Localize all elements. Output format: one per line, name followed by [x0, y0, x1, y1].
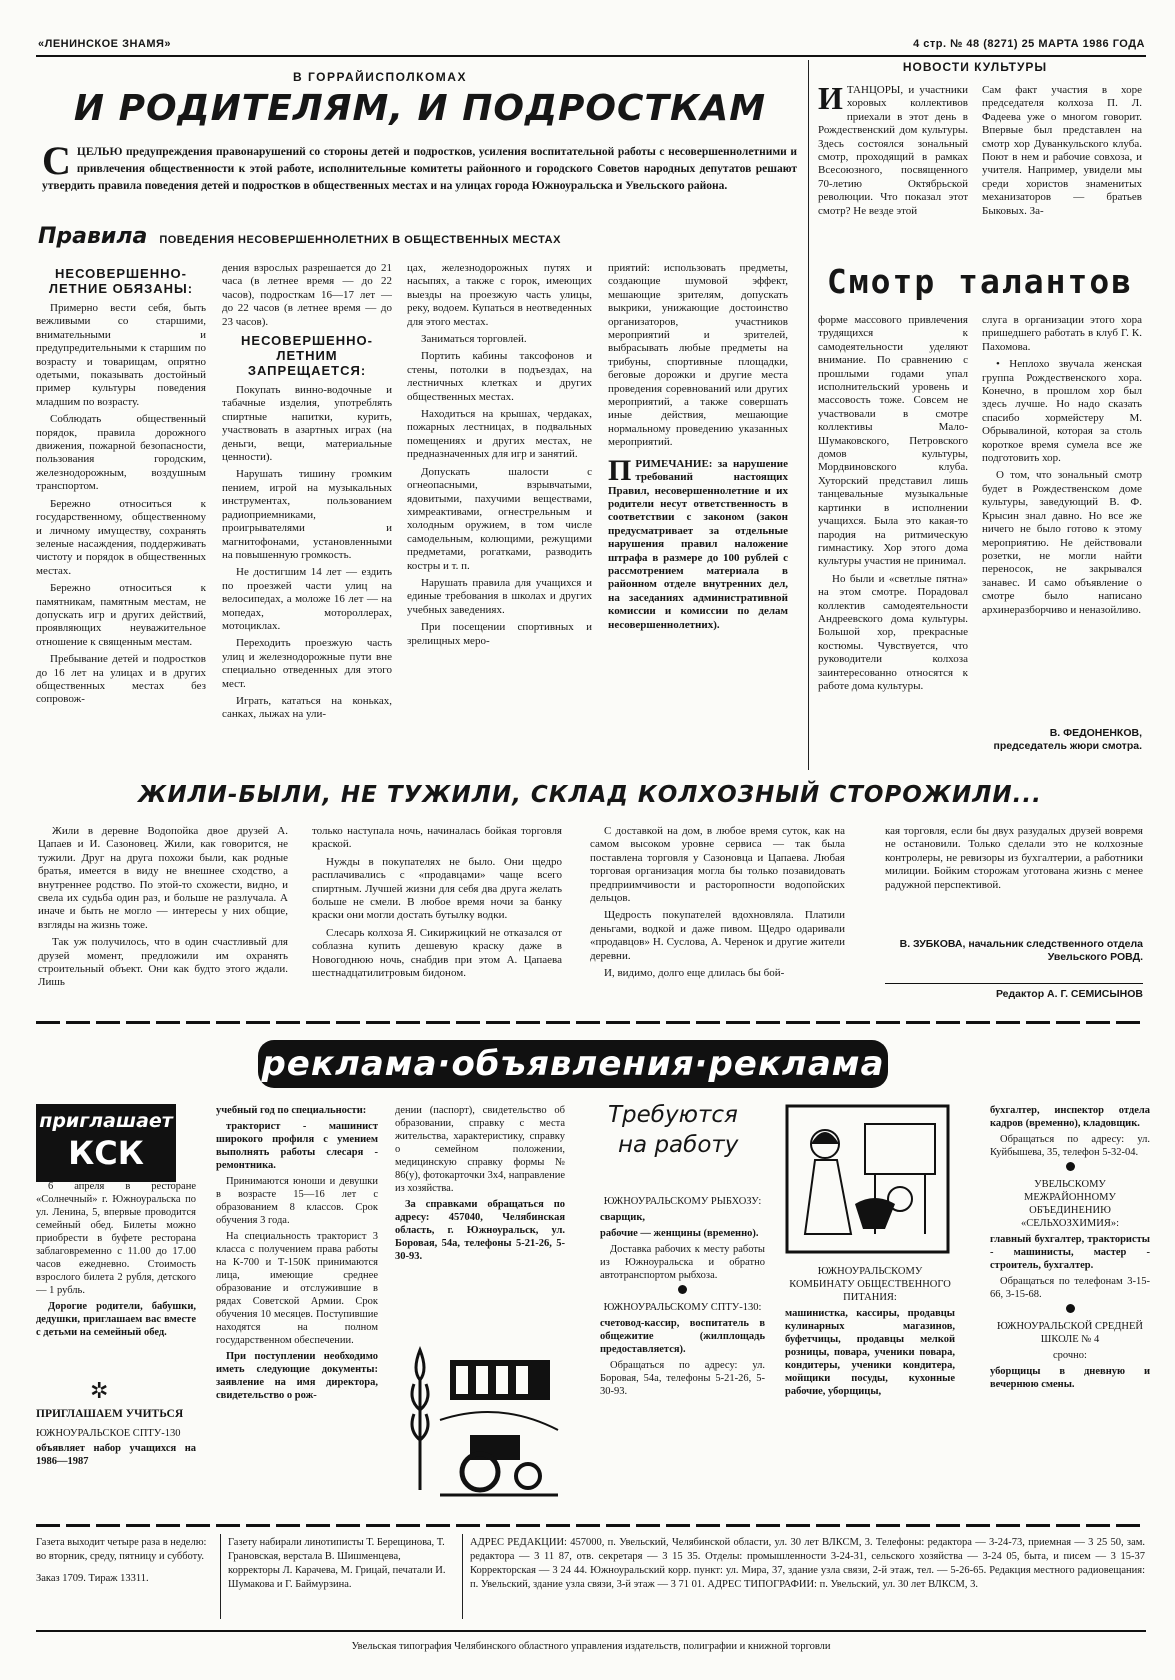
paragraph: только наступала ночь, начиналась бойкая торговля краской.: [312, 825, 562, 851]
paragraph: Дорогие родители, бабушки, дедушки, приглашаем вас вместе с детьми на семейный обед.: [36, 1301, 196, 1338]
ad2-title: ПРИГЛАШАЕМ УЧИТЬСЯ: [36, 1408, 184, 1420]
column-divider: [808, 60, 809, 770]
paragraph: Нарушать тишину громким пением, игрой на музыкальных инструментах, пользованием радиоприемниками, проигрывателями и магнитофонами, установленными на повышенную громкость.: [222, 468, 392, 561]
paragraph: Примерно вести себя, быть вежливыми со старшими, внимательными и предупредительными к старшим по возрасту и товарищам, опрятно одетыми, показывать достойный пример культуры поведения младшим по возрасту.: [36, 302, 206, 408]
ad-sptu-title: [36, 1408, 196, 1468]
vacancy: сварщик,: [600, 1212, 646, 1223]
paragraph: Нужды в покупателях не было. Они щедро расплачивались с «продавцами» чаще всего спиртным. Лучшей жизни для себя два друга желать больше не смели. В любое время ночи за банку краски они могли достать бутылку водки.: [312, 855, 562, 922]
paragraph: Обращаться по адресу: ул. Боровая, 54а, телефоны 5-21-26, 5-30-93.: [600, 1360, 765, 1397]
footer-bottom-rule: [36, 1630, 1146, 1632]
paragraph: Обращаться по адресу: ул. Куйбышева, 35, телефон 5-32-04.: [990, 1134, 1150, 1158]
paragraph: Щедрость покупателей вдохновляла. Платили деньгами, водкой и даже пивом. Щедро одаривали «продавцов» Н. Суслова, А. Черенок и другие жители деревни.: [590, 909, 845, 962]
footer-address: АДРЕС РЕДАКЦИИ: 457000, п. Увельский, Челябинской области, ул. 30 лет ВЛКСМ, 3. Телефоны: редактора — 3-24-73, приемная — 3 25 50, зам. редактора — 3 11 87, отв. секретаря — 3 15 35. Отделы: промышленности 3-24-31, сельского хозяйства — 3-24 05, быта, и писем — 3 15-37 Корректорская — 3 24 44. Южноуральский корр. пункт: ул. Мира, 37, здание узла связи, 2-й этаж, тел. — 5-26-65. Редакция местного радиовещания: п. Увельский, здание узла связи, 3-й этаж — 3 71 01. АДРЕС ТИПОГРАФИИ: п. Увельский, ул. 30 лет ВЛКСМ, 3.: [470, 1537, 1145, 1590]
article2-col-1: [38, 825, 288, 1010]
vacancy-list: машинистка, кассиры, продавцы кулинарных магазинов, буфетчицы, продавцы мелкой розницы, повара, ученики повара, кондитеры, ученики кондитера, мойщики посуды, кухонные рабочие, уборщицы,: [785, 1308, 955, 1397]
ad-sptu-col-2: [216, 1104, 378, 1509]
culture-col-1: [818, 314, 968, 764]
culture-top-col-1: [818, 84, 968, 254]
footer-divider: [462, 1534, 463, 1619]
rules-title: Правила: [38, 224, 148, 249]
employer: ЮЖНОУРАЛЬСКОМУ СПТУ-130:: [603, 1302, 762, 1313]
paragraph: слуга в организации этого хора пришедшего работать в клуб Г. К. Пахомова.: [982, 314, 1142, 353]
vacancy: рабочие — женщины (временно).: [600, 1228, 759, 1239]
paragraph: • Неплохо звучала женская группа Рождественского хора. Конечно, в прошлом хор был здесь лучше. Но надо сказать спасибо хормейстеру М. Обрывалиной, которая за столь короткое время сумела все же подготовить хор.: [982, 358, 1142, 465]
culture-col-2: [982, 314, 1142, 724]
paragraph: За справками обращаться по адресу: 457040, Челябинская область, г. Южноуральск, ул. Боровая, 54а, телефоны 5-21-26, 5-30-93.: [395, 1199, 565, 1262]
employer: УВЕЛЬСКОМУ МЕЖРАЙОННОМУ ОБЪЕДИНЕНИЮ «СЕЛЬХОЗХИМИЯ»:: [1020, 1179, 1120, 1229]
note-text: РИМЕЧАНИЕ: за нарушение требований настоящих Правил, несовершеннолетние и их родители несут ответственность в соответствии с законом (закон предусматривает за отдельные нарушения правил наложение штрафа в размере до 100 рублей с рассмотрением материала в районном отделе внутренних дел, на заседаниях административной комиссии и комиссии по делам несовершеннолетних).: [608, 457, 788, 631]
paragraph: Пребывание детей и подростков до 16 лет на улицах и в других общественных местах без сопровож-: [36, 653, 206, 706]
rules-column-3: [407, 262, 592, 772]
bullet-icon: [1066, 1162, 1075, 1171]
bullet-icon: [678, 1285, 687, 1294]
paragraph: Заниматься торговлей.: [421, 333, 527, 346]
snowflake-icon: ✲: [90, 1378, 109, 1403]
ad-sptu-col-3: [395, 1104, 565, 1334]
paragraph: дении (паспорт), свидетельство об образовании, справку с места жительства, характеристику, справку о семейном положении, медицинскую справку формы № 86(у), фотокарточки 3х4, направление из хозяйства.: [395, 1105, 565, 1194]
paragraph: Бережно относиться к государственному, общественному и личному имуществу, сохранять зеленые насаждения, поддерживать чистоту и порядок в общественных местах.: [36, 497, 206, 577]
culture-top-col-2: [982, 84, 1142, 254]
kombinat-column: [785, 1265, 955, 1515]
paragraph: тракторист - машинист широкого профиля с умением выполнять работы слесаря - ремонтника.: [216, 1121, 378, 1171]
article-lead: [42, 138, 797, 195]
paragraph: 6 апреля в ресторане «Солнечный» г. Южноуральска по ул. Ленина, 5, впервые проводится семейный обед. Билеты можно приобрести в буфете ресторана заблаговременно с 11.00 до 17.00 часов ежедневно. Стоимость взрослого билета 2 рубля, детского — 1 рубль.: [36, 1181, 196, 1296]
jobs-title: [608, 1100, 778, 1160]
paragraph: Не достигшим 14 лет — ездить по проезжей части улиц на велосипедах, а моложе 16 лет — на мопедах, мотороллерах, мотоциклах.: [222, 566, 392, 632]
paragraph: Доставка рабочих к месту работы из Южноуральска и обратно автотранспортом рыбхоза.: [600, 1244, 765, 1281]
paragraph: Покупать винно-водочные и табачные изделия, употреблять спиртные напитки, курить, участвовать в азартных играх (на деньги, вещи, материальные ценности).: [222, 384, 392, 464]
culture-section-title: НОВОСТИ КУЛЬТУРЫ: [902, 60, 1048, 74]
article2-col-4: [885, 825, 1143, 935]
paragraph: Обращаться по телефонам 3-15-66, 3-15-68.: [990, 1276, 1150, 1300]
bullet: [990, 1304, 1150, 1317]
paragraph: О том, что зональный смотр будет в Рождественском доме культуры, заведующий В. Ф. Крысин знал давно. Но все же ничего не было готово к этому мероприятию. Не действовали розетки, не могли найти переносок, не закрывался занавес. И само объявление о смотре было написано архинеразборчиво и неназойливо.: [982, 469, 1142, 616]
paragraph: На специальность тракторист 3 класса с получением права работы на К-700 и Т-150К принимаются лица, имеющие среднее образование и отслужившие в рядах Советской Армии. Срок обучения 10 месяцев. Поступившие находятся на полном государственном обеспечении.: [216, 1231, 378, 1346]
ksk-logo: [36, 1104, 176, 1182]
employer: ЮЖНОУРАЛЬСКОМУ КОМБИНАТУ ОБЩЕСТВЕННОГО ПИТАНИЯ:: [789, 1266, 951, 1303]
jobs-title-line-1: Требуются: [608, 1102, 738, 1128]
jobs-title-line-2: на работу: [618, 1132, 739, 1158]
culture-text: ТАНЦОРЫ, и участники хоровых коллективов приехали в этот день в Рождественский дом культуры. Здесь состоялся зональный смотр, проходящий в рамках Всесоюзного, посвященного 70-летию Октябрьской революции. Что показал этот смотр? Не везде этой: [818, 84, 968, 217]
vacancy: счетовод-кассир, воспитатель в общежитие (жилплощадь предоставляется).: [600, 1318, 765, 1355]
bullet: [600, 1285, 765, 1298]
employer: ЮЖНОУРАЛЬСКОМУ РЫБХОЗУ:: [603, 1196, 762, 1207]
paragraph: срочно:: [1053, 1350, 1087, 1361]
rules-heading: [38, 224, 798, 249]
paper-name: «ЛЕНИНСКОЕ ЗНАМЯ»: [38, 38, 172, 50]
rules-column-2: [222, 262, 392, 772]
ad-banner: реклама·объявления·реклама: [258, 1040, 888, 1088]
bullet: [990, 1162, 1150, 1175]
footer-divider: [220, 1534, 221, 1619]
paragraph: Допускать шалости с огнеопасными, взрывчатыми, ядовитыми, пахучими веществами, химреактивами, огнестрельным и холодным оружием, в том числе самодельным, колющими, режущими предметами, рогатками, разводить костры и т. п.: [407, 465, 592, 572]
paragraph: кая торговля, если бы двух разудалых друзей вовремя не остановили. Только сделали это не колхозные контролеры, не ревизоры из бухгалтерии, а работники милиции. Бойким сторожам уготована жизнь с менее радужной перспективой.: [885, 825, 1143, 891]
paragraph: Переходить проезжую часть улиц и железнодорожные пути вне специально отведенных для этого мест.: [222, 637, 392, 690]
article-headline: И РОДИТЕЛЯМ, И ПОДРОСТКАМ: [73, 88, 767, 129]
paragraph: Бережно относиться к памятникам, памятным местам, не допускать игр и других действий, проявляющих неуважительное отношение к священным местам.: [36, 582, 206, 648]
signature-rule: [885, 983, 1143, 984]
culture-headline: Смотр талантов: [826, 262, 1134, 301]
paragraph: Находиться на крышах, чердаках, пожарных лестницах, в подвальных помещениях и других местах, не предназначенных для игр и занятий.: [407, 408, 592, 461]
ksk-bottom: КСК: [68, 1134, 144, 1172]
paragraph: При посещении спортивных и зрелищных меро-: [407, 621, 592, 647]
article-kicker: В ГОРРАЙИСПОЛКОМАХ: [293, 70, 467, 84]
paragraph: При поступлении необходимо иметь следующие документы: заявление на имя директора, свидетельство о рож-: [216, 1351, 378, 1401]
paragraph: Но были и «светлые пятна» на этом смотре. Порадовал коллектив самодеятельности Андреевского дома культуры. Большой хор, прекрасные костюмы. Чувствуется, что руководители колхоза заинтересованно относятся к работе дома культуры.: [818, 572, 968, 692]
col1-heading: НЕСОВЕРШЕННО-ЛЕТНИЕ ОБЯЗАНЫ:: [48, 266, 194, 296]
ad-ksk-text: [36, 1180, 196, 1375]
rules-subtitle: ПОВЕДЕНИЯ НЕСОВЕРШЕННОЛЕТНИХ В ОБЩЕСТВЕННЫХ МЕСТАХ: [159, 234, 561, 246]
rules-column-1: [36, 262, 206, 772]
article2-col-3: [590, 825, 845, 1010]
ad2-org: ЮЖНОУРАЛЬСКОЕ СПТУ-130: [36, 1428, 181, 1439]
bullet-icon: [1066, 1304, 1075, 1313]
paragraph: Слесарь колхоза Я. Сикиржицкий не отказался от соблазна купить дешевую краску даже в Новогоднюю ночь, снабдив при этом А. Цапаева шестнадцатилитровым бидоном.: [312, 926, 562, 980]
employer: ЮЖНОУРАЛЬСКОЙ СРЕДНЕЙ ШКОЛЕ № 4: [997, 1321, 1143, 1345]
paragraph: Принимаются юноши и девушки в возрасте 15—16 лет с образованием 8 классов. Срок обучения 3 года.: [216, 1176, 378, 1226]
tractor-icon: [400, 1340, 560, 1500]
rules-column-4: [608, 262, 788, 772]
article2-headline: ЖИЛИ-БЫЛИ, НЕ ТУЖИЛИ, СКЛАД КОЛХОЗНЫЙ СТОРОЖИЛИ...: [138, 782, 1042, 808]
paragraph: Нарушать правила для учащихся и единые требования в школах и других учебных заведениях.: [407, 576, 592, 616]
paragraph: цах, железнодорожных путях и насыпях, а также с горок, имеющих выезды на проезжую часть улицы, реку, водоем. Купаться в неотведенных для этого местах.: [407, 262, 592, 328]
ksk-top: приглашает: [39, 1110, 173, 1132]
note-block: [608, 453, 788, 632]
article2-signature: В. ЗУБКОВА, начальник следственного отдела Увельского РОВД.: [899, 938, 1143, 963]
paragraph: Играть, кататься на коньках, санках, лыжах на ули-: [222, 694, 392, 721]
kitchen-illustration: [785, 1104, 950, 1254]
lead-text: ЦЕЛЬЮ предупреждения правонарушений со стороны детей и подростков, усиления воспитательной работы с несовершеннолетними и привлечения общественности к этой работе, исполнительные комитеты районного и городского Советов народных депутатов решают утвердить правила поведения детей и подростков в общественных местах и на улицах города Южноуральска и Увельского района.: [42, 146, 797, 192]
printer-line: Увельская типография Челябинского областного управления издательств, полиграфии и книжной торговли: [351, 1641, 831, 1652]
footer-schedule: [36, 1536, 216, 1586]
masthead-rule: [36, 55, 1146, 57]
ad-section-rule: [36, 1021, 1146, 1024]
paragraph: И, видимо, долго еще длилась бы бой-: [604, 967, 785, 980]
col2-heading: НЕСОВЕРШЕННО-ЛЕТНИМ ЗАПРЕЩАЕТСЯ:: [241, 333, 373, 379]
culture-signature: В. ФЕДОНЕНКОВ, председатель жюри смотра.: [993, 727, 1142, 752]
paragraph: Портить кабины таксофонов и стены, потолки в подъездах, на лестничных клетках и других общественных местах.: [407, 350, 592, 403]
jobs-column: [600, 1195, 765, 1515]
cook-icon: [785, 1104, 950, 1254]
vacancy: уборщицы в дневную и вечернюю смены.: [990, 1366, 1150, 1390]
footer-typesetters: Газету набирали линотиписты Т. Берещинова, Т. Грановская, верстала В. Шишменцева, корректоры Л. Карачева, М. Грицай, печатали И. Шумакова и Г. Баймурзина.: [228, 1537, 446, 1590]
note-dropcap: П: [608, 453, 632, 487]
paragraph: С доставкой на дом, в любое время суток, как на самом высоком уровне сервиса — так была поставлена торговля у Сазоновца и Цапаева. Любая торговая организация могла бы только позавидовать предприимчивости и расторопности водопойских дельцов.: [590, 825, 845, 905]
tractor-illustration: [400, 1340, 560, 1500]
vacancy: главный бухгалтер, трактористы - машинисты, мастер - строитель, бухгалтер.: [990, 1234, 1150, 1271]
paragraph: Так уж получилось, что в один счастливый для друзей момент, предложили им охранять строительный объект. Они как будто этого ждали. Лишь: [38, 936, 288, 989]
paragraph: форме массового привлечения трудящихся к самодеятельности уделяют внимание. По сравнению с прошлыми годами упал исполнительский уровень и массовость тоже. Совсем не участвовали в смотре коллективы Мало-Шумаковского, Петровского домов культуры, Мордвиновского клуба. Хуторский представил лишь танцевальные музыкальные картинки в исполнении учащихся. Была это какая-то пародия на ритмическую гимнастику. Хор этого дома культуры участия не принимал.: [818, 314, 968, 568]
right-ad-column: [990, 1104, 1150, 1514]
paragraph: дения взрослых разрешается до 21 часа (в летнее время — до 22 часов), подросткам 16—17 лет — до 22 часов (в летнее время — до 23 часов).: [222, 262, 392, 328]
lead-dropcap: С: [42, 138, 71, 183]
article2-col-2: [312, 825, 562, 1010]
paragraph: приятий: использовать предметы, создающие шумовой эффект, мешающие зрителям, допускать выкрики, унижающие достоинство организаторов, участников мероприятий и зрителей, выбрасывать любые предметы на трибуны, спортивные площадки, беговые дорожки и другие места проведения соревнований или других мероприятий, а также совершать иные действия, мешающие нормальному проведению указанных мероприятий.: [608, 262, 788, 449]
schedule-text: Газета выходит четыре раза в неделю: во вторник, среду, пятницу и субботу.: [36, 1537, 207, 1562]
paragraph: Соблюдать общественный порядок, правила дорожного движения, пожарной безопасности, пользования городским, железнодорожным, воздушным транспортом.: [36, 413, 206, 493]
vacancy: бухгалтер, инспектор отдела кадров (временно), кладовщик.: [990, 1105, 1150, 1129]
culture-dropcap: И: [818, 84, 843, 116]
paragraph: учебный год по специальности:: [216, 1105, 367, 1116]
ad2-lead: объявляет набор учащихся на 1986—1987: [36, 1443, 196, 1467]
order-text: Заказ 1709. Тираж 13311.: [36, 1573, 149, 1584]
issue-line: 4 стр. № 48 (8271) 25 МАРТА 1986 ГОДА: [913, 38, 1145, 50]
paragraph: Жили в деревне Водопойка двое друзей А. Цапаев и И. Сазоновец. Жили, как говорится, не тужили. Друг на друга похожи были, как родные братья, имеется в виду не внешнее сходство, а внутреннее родство. По этой-то схожести, видно, и свела их судьба один раз, и больше не разлучала. А иначе и быть не могло — интересы у них общие, взгляды на жизнь тоже.: [38, 825, 288, 931]
footer-rule: [36, 1524, 1146, 1527]
culture-text: Сам факт участия в хоре председателя колхоза П. Л. Фадеева уже о многом говорит. Впервые был представлен на смотр хор Дуванкульского клуба. Поют в нем и рабочие совхоза, и учителя. Например, увидели мы среди хористов знаменитых механизаторов — братьев Быковых. За-: [982, 84, 1142, 217]
editor-line: Редактор А. Г. СЕМИСЫНОВ: [995, 988, 1143, 1000]
